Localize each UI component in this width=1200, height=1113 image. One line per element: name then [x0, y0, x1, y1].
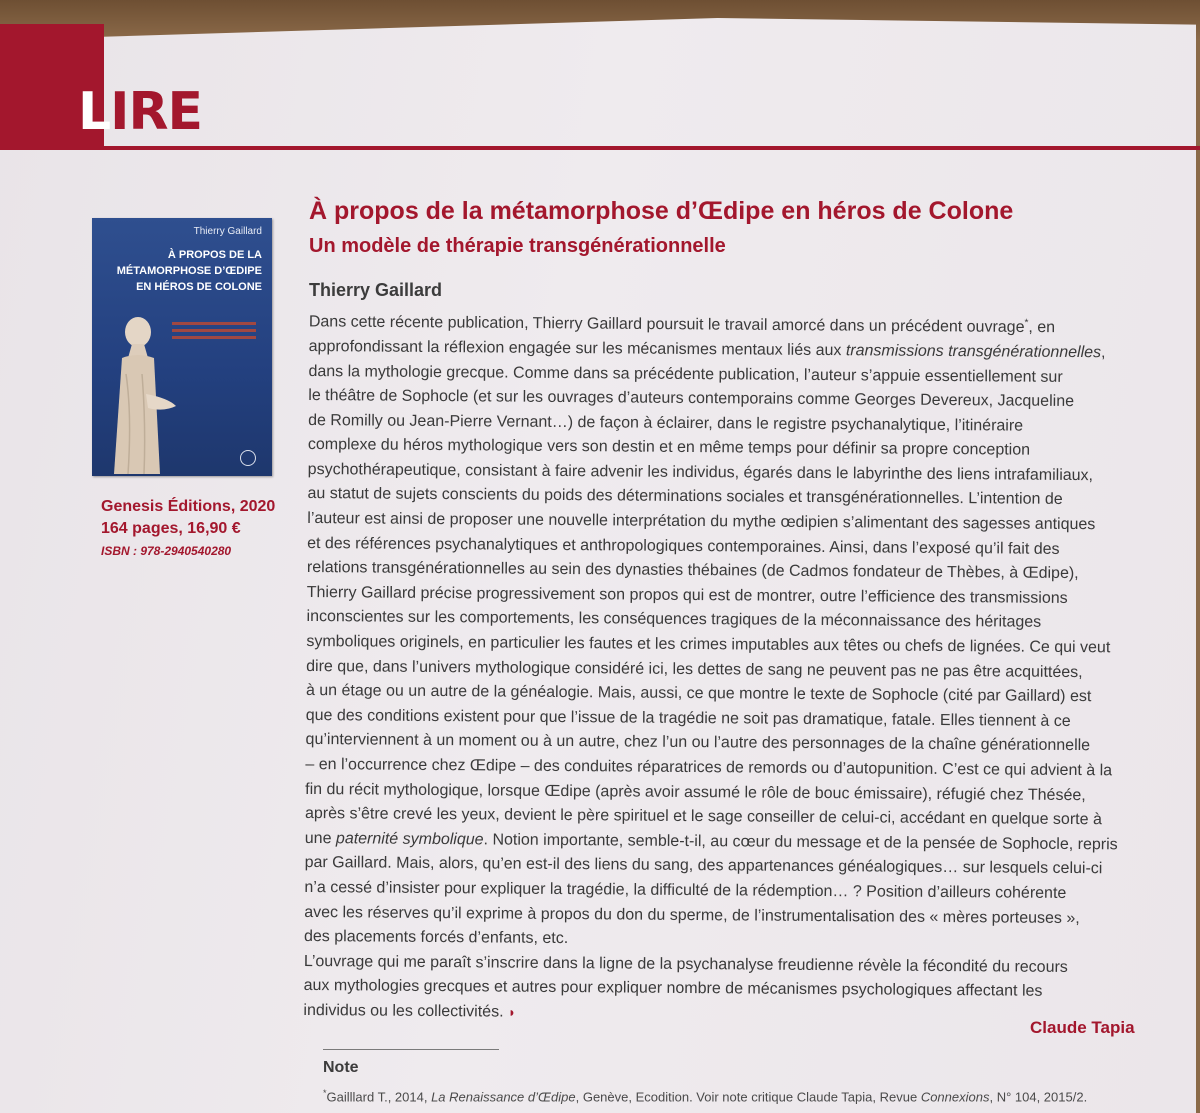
review-line: à un étage ou un autre de la généalogie. Mais, aussi, ce que montre le texte de Sophocle (cité par Gaillard) est	[305, 682, 1092, 706]
book-author: Thierry Gaillard	[309, 280, 443, 300]
pages-price: 164 pages, 16,90 €	[101, 520, 241, 537]
section-heading-rest: IRE	[110, 82, 203, 142]
publication-details	[101, 496, 275, 562]
cover-statue-illustration	[102, 314, 182, 474]
review-line: par Gaillard. Mais, alors, qu’en est-il des liens du sang, des appartenances généalogiques… sur lesquels celui-ci	[304, 854, 1103, 878]
review-line: fin du récit mythologique, lorsque Œdipe (après avoir assumé le rôle de bouc émissaire), réfugié chez Thésée,	[305, 780, 1086, 804]
review-line: dans la mythologie grecque. Comme dans sa précédente publication, l’auteur s’appuie essentiellement sur	[308, 362, 1063, 386]
review-line: le théâtre de Sophocle (et sur les ouvrages d’auteurs contemporains comme Georges Devereux, Jacqueline	[308, 387, 1075, 411]
review-line: avec les réserves qu’il exprime à propos du don du sperme, de l’instrumentalisation des « mères porteuses »,	[304, 903, 1080, 927]
section-heading	[78, 82, 203, 142]
section-header-rule	[104, 146, 1200, 150]
cover-author: Thierry Gaillard	[193, 226, 262, 237]
book-cover-image	[92, 218, 272, 476]
review-signature: Claude Tapia	[1030, 1018, 1135, 1037]
review-line: L’ouvrage qui me paraît s’inscrire dans la ligne de la psychanalyse freudienne révèle la fécondité du recours	[303, 952, 1068, 976]
review-line: des placements forcés d’enfants, etc.	[303, 928, 569, 948]
cover-publisher-logo	[240, 450, 256, 466]
review-line: au statut de sujets conscients du poids des déterminations sociales et transgénérationnelles. L’intention de	[307, 485, 1063, 509]
review-line: relations transgénérationnelles au sein des dynasties thébaines (de Cadmos fondateur de Thèbes, à Œdipe),	[306, 559, 1079, 583]
review-line: – en l’occurrence chez Œdipe – des conduites réparatrices de remords ou d’autopunition. C’est ce qui advient à la	[305, 756, 1113, 780]
review-line: Dans cette récente publication, Thierry Gaillard poursuit le travail amorcé dans un précédent ouvrage*, en	[308, 313, 1056, 337]
review-line: aux mythologies grecques et autres pour expliquer nombre de mécanismes psychologiques affectant les	[303, 977, 1043, 1001]
article-title: À propos de la métamorphose d’Œdipe en héros de Colone	[309, 197, 1014, 225]
review-line: Thierry Gaillard précise progressivement son propos qui est de montrer, outre l’efficience des transmissions	[306, 583, 1068, 607]
publisher-year: Genesis Éditions, 2020	[101, 498, 276, 515]
review-line: l’auteur est ainsi de proposer une nouvelle interprétation du mythe œdipien s’alimentant des sagesses antiques	[307, 510, 1096, 534]
review-line: individus ou les collectivités. ◗	[303, 1001, 516, 1021]
note-divider	[323, 1049, 499, 1050]
cover-subtitle-lines	[172, 318, 256, 350]
article-subtitle: Un modèle de thérapie transgénérationnelle	[309, 235, 726, 257]
review-line: psychothérapeutique, consistant à faire advenir les individus, égarés dans le labyrinthe des liens intrafamiliaux,	[307, 460, 1094, 485]
cover-title: À PROPOS DE LA MÉTAMORPHOSE D’ŒDIPE EN HÉROS DE COLONE	[116, 249, 262, 293]
footnote: *Gailllard T., 2014, La Renaissance d’Œdipe, Genève, Ecodition. Voir note critique Claude Tapia, Revue Connexions, N° 104, 2015/2.	[323, 1088, 1088, 1105]
review-line: de Romilly ou Jean-Pierre Vernant…) de façon à éclairer, dans le registre psychanalytique, l’itinéraire	[308, 411, 1024, 435]
review-line: que des conditions existent pour que l’issue de la tragédie ne soit pas dramatique, fatale. Elles tiennent à ce	[305, 706, 1071, 730]
review-line: complexe du héros mythologique vers son destin et en même temps pour définir sa propre conception	[307, 436, 1031, 459]
review-line: dire que, dans l’univers mythologique considéré ici, les dettes de sang ne peuvent pas ne pas être acquittées,	[306, 657, 1083, 681]
review-body	[303, 306, 1169, 1030]
review-line: une paternité symbolique. Notion importante, semble-t-il, au cœur du message et de la pensée de Sophocle, repris	[304, 829, 1118, 854]
note-heading: Note	[323, 1059, 359, 1076]
review-line: inconscientes sur les comportements, les conséquences tragiques de la méconnaissance des héritages	[306, 608, 1042, 632]
review-line: et des références psychanalytiques et anthropologiques contemporaines. Ainsi, dans l’exposé qu’il fait des	[307, 534, 1060, 558]
isbn: ISBN : 978-2940540280	[101, 544, 232, 558]
review-line: après s’être crevé les yeux, devient le père spirituel et le sage conseiller de celui-ci, accédant en quelque sorte à	[304, 805, 1102, 829]
end-of-article-icon: ◗	[507, 1004, 516, 1020]
review-line: n’a cessé d’insister pour expliquer la tragédie, la difficulté de la rédemption… ? Position d’ailleurs cohérente	[304, 878, 1067, 902]
section-heading-initial: L	[78, 82, 111, 142]
review-line: approfondissant la réflexion engagée sur les mécanismes mentaux liés aux transmissions transgénérationnelles,	[308, 337, 1106, 362]
review-line: qu’interviennent à un moment ou à un autre, chez l’un ou l’autre des personnages de la chaîne générationnelle	[305, 731, 1091, 755]
review-line: symboliques originels, en particulier les fautes et les crimes imputables aux têtes ou chefs de lignées. Ce qui veut	[306, 633, 1111, 657]
